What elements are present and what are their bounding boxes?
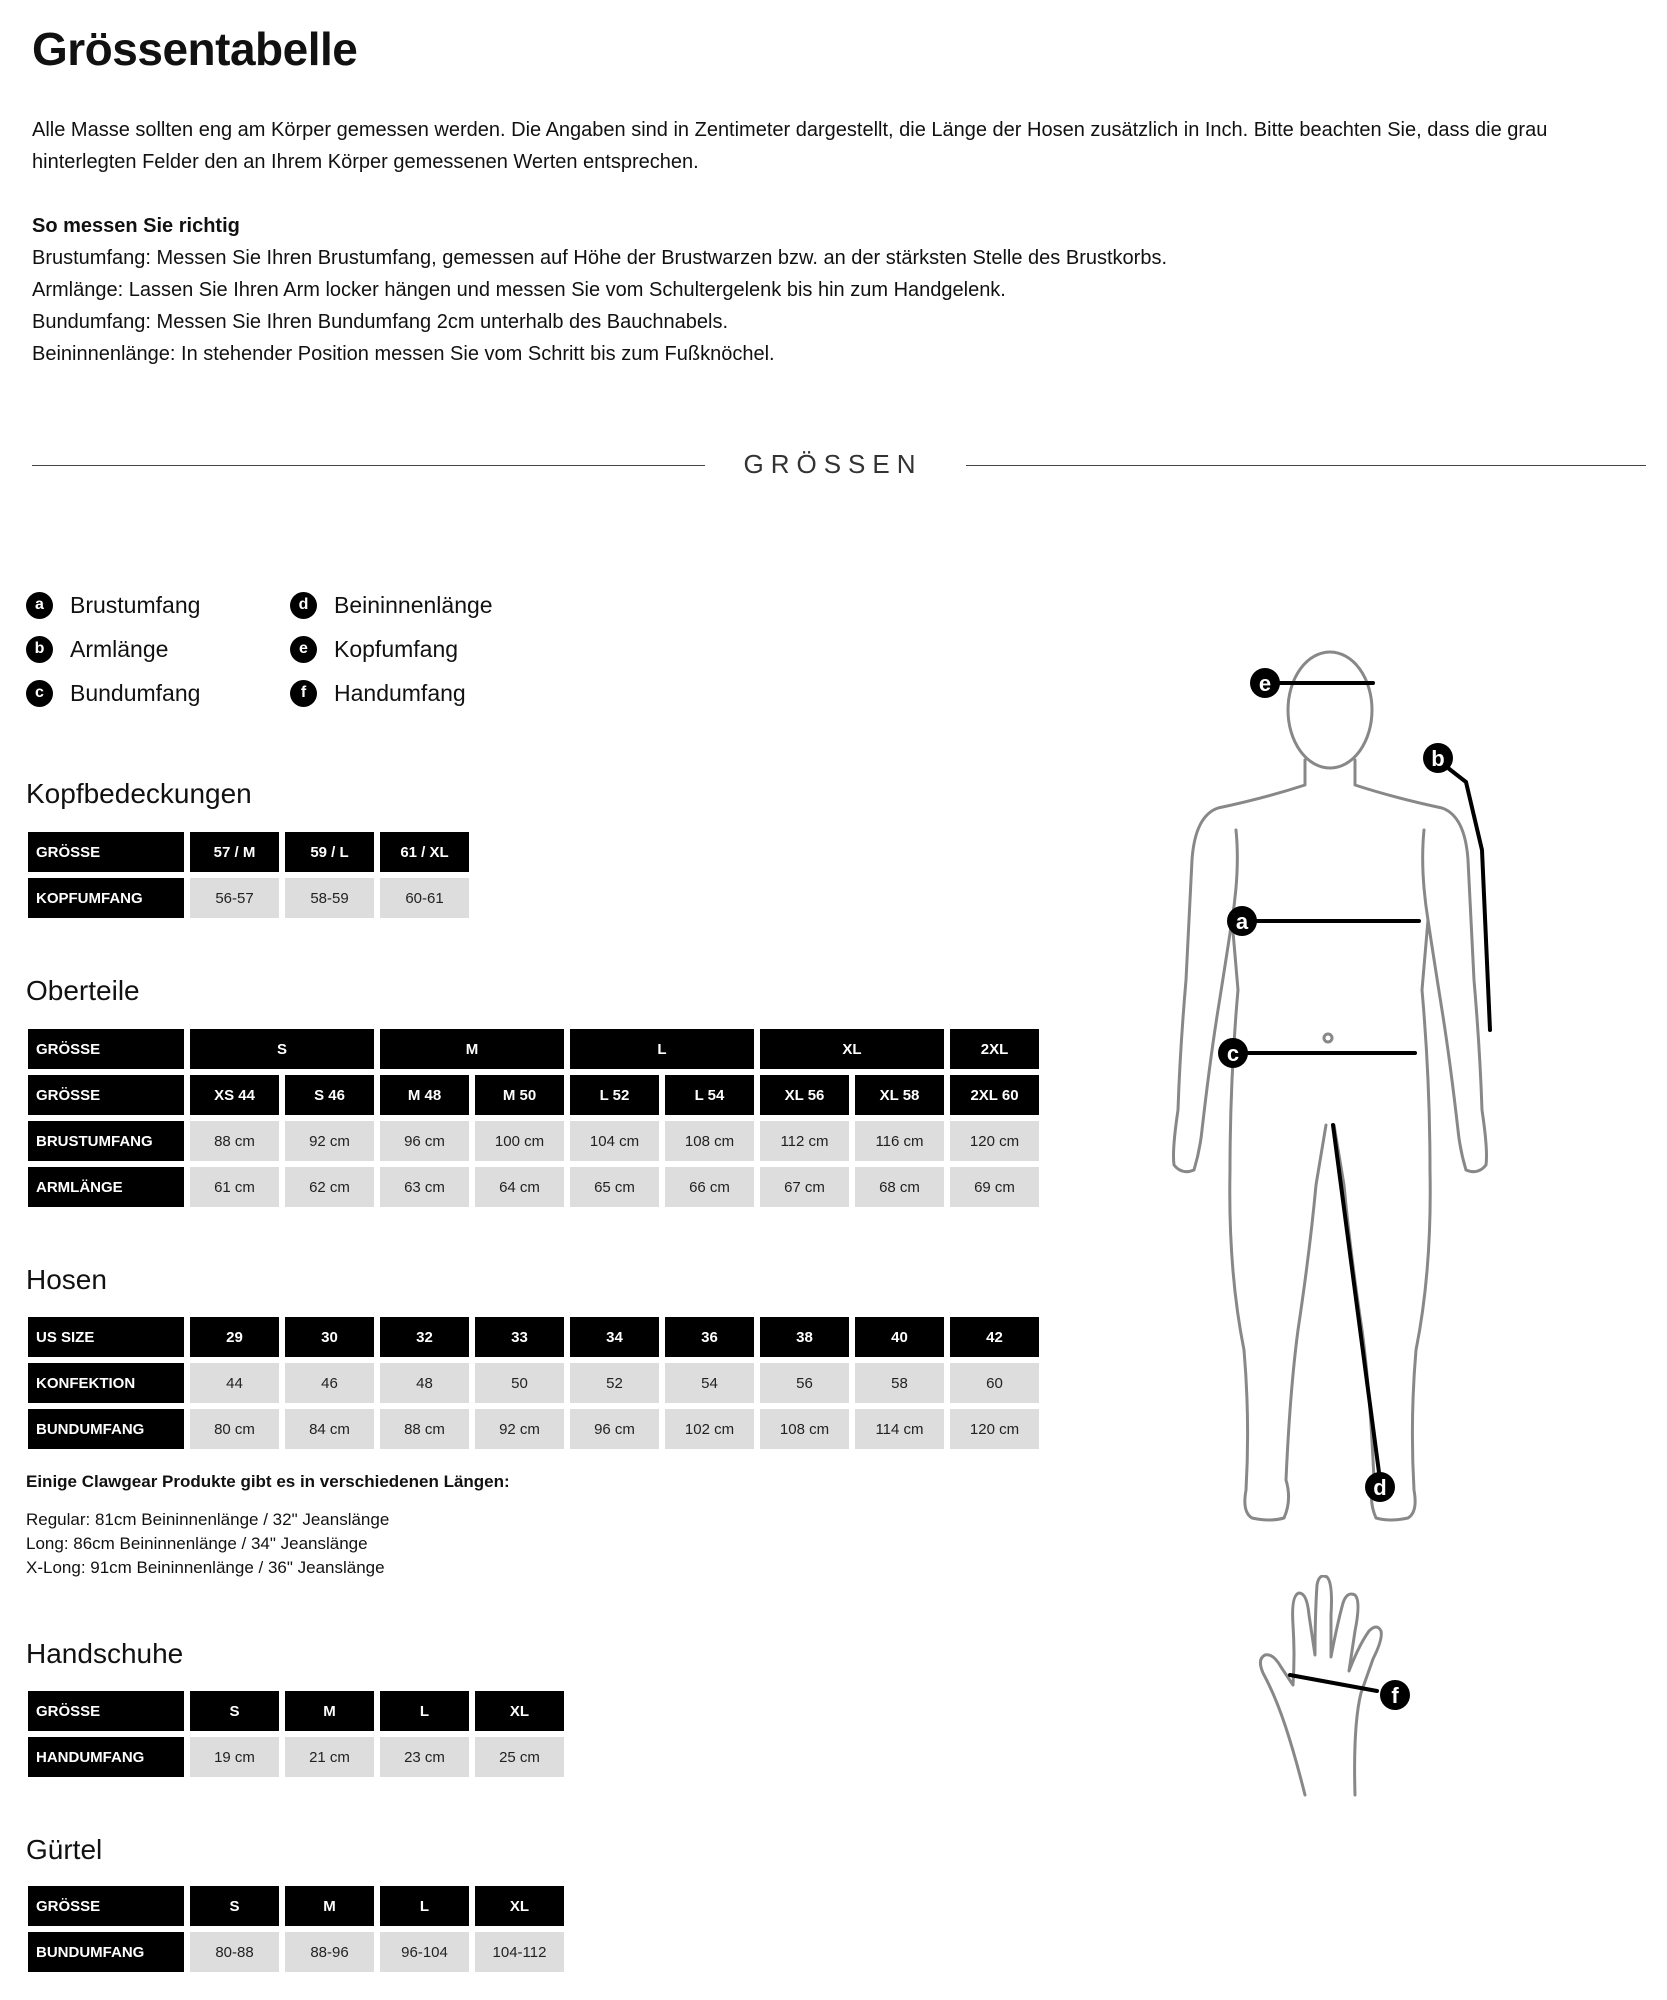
legend-marker-c: c [26, 680, 53, 707]
measurement-cell: 80 cm [190, 1409, 279, 1449]
size-header-cell: L [380, 1886, 469, 1926]
legend-item-inseam [290, 588, 493, 622]
size-header-cell: XL 56 [760, 1075, 849, 1115]
figure-marker-c [1218, 1038, 1248, 1068]
legend-label: Bundumfang [70, 679, 201, 706]
size-group-cell: L [570, 1029, 754, 1069]
measurement-cell: 92 cm [285, 1121, 374, 1161]
size-header-cell: 61 / XL [380, 832, 469, 872]
size-header-cell: S [190, 1691, 279, 1731]
size-header-cell: XL 58 [855, 1075, 944, 1115]
legend-label: Beininnenlänge [334, 591, 493, 618]
divider-line-left [32, 465, 705, 466]
size-header-cell: 40 [855, 1317, 944, 1357]
measurement-cell: 61 cm [190, 1167, 279, 1207]
size-header-cell: L [380, 1691, 469, 1731]
size-header-cell: 38 [760, 1317, 849, 1357]
measurement-cell: 64 cm [475, 1167, 564, 1207]
svg-text:b: b [1431, 746, 1445, 771]
section-title-belts: Gürtel [26, 1834, 103, 1865]
size-header-cell: L 52 [570, 1075, 659, 1115]
legend-marker-e: e [290, 636, 317, 663]
measurement-cell: 58-59 [285, 878, 374, 918]
legend-marker-a: a [26, 592, 53, 619]
body-measurement-figure [1160, 630, 1500, 1550]
measurement-cell: 92 cm [475, 1409, 564, 1449]
section-title-gloves: Handschuhe [26, 1638, 184, 1669]
gloves-size-table [22, 1685, 570, 1783]
section-title-tops: Oberteile [26, 975, 140, 1006]
size-header-cell: 32 [380, 1317, 469, 1357]
section-title-headwear: Kopfbedeckungen [26, 778, 252, 809]
measurement-cell: 46 [285, 1363, 374, 1403]
legend-item-chest [26, 588, 200, 622]
measurement-cell: 54 [665, 1363, 754, 1403]
section-title-pants: Hosen [26, 1264, 107, 1295]
measurement-cell: 44 [190, 1363, 279, 1403]
instruction-chest: Brustumfang: Messen Sie Ihren Brustumfang, gemessen auf Höhe der Brustwarzen bzw. an der stärksten Stelle des Brustkorbs. [32, 247, 1167, 269]
measurement-legend [26, 588, 586, 728]
figure-marker-e [1250, 668, 1280, 698]
body-outline [1174, 652, 1487, 1520]
size-header-cell: 57 / M [190, 832, 279, 872]
pants-note-xlong: X-Long: 91cm Beininnenlänge / 36" Jeanslänge [26, 1558, 385, 1577]
intro-text [32, 114, 1632, 178]
table-row [28, 1121, 1039, 1161]
row-header: US SIZE [28, 1317, 184, 1357]
row-header: BRUSTUMFANG [28, 1121, 184, 1161]
figure-marker-f [1380, 1680, 1410, 1710]
legend-label: Armlänge [70, 635, 169, 662]
size-group-cell: 2XL [950, 1029, 1039, 1069]
row-header: GRÖSSE [28, 1075, 184, 1115]
measurement-cell: 96 cm [570, 1409, 659, 1449]
svg-text:a: a [1235, 909, 1249, 934]
measurement-cell: 67 cm [760, 1167, 849, 1207]
legend-label: Kopfumfang [334, 635, 459, 662]
table-row [28, 1691, 564, 1731]
measurement-cell: 68 cm [855, 1167, 944, 1207]
headwear-size-table [22, 826, 475, 924]
size-header-cell: M [285, 1886, 374, 1926]
instruction-arm: Armlänge: Lassen Sie Ihren Arm locker hängen und messen Sie vom Schultergelenk bis hin zum Handgelenk. [32, 279, 1006, 301]
measurement-cell: 60-61 [380, 878, 469, 918]
legend-marker-d: d [290, 592, 317, 619]
measurement-cell: 112 cm [760, 1121, 849, 1161]
measurement-cell: 116 cm [855, 1121, 944, 1161]
size-header-cell: 33 [475, 1317, 564, 1357]
table-row [28, 1363, 1039, 1403]
belts-size-table [22, 1880, 570, 1978]
table-row [28, 878, 469, 918]
row-header: BUNDUMFANG [28, 1409, 184, 1449]
size-header-cell: 42 [950, 1317, 1039, 1357]
figure-marker-b [1423, 743, 1453, 773]
measurement-cell: 19 cm [190, 1737, 279, 1777]
figure-marker-a [1227, 906, 1257, 936]
row-header: GRÖSSE [28, 1691, 184, 1731]
page-title: Grössentabelle [32, 23, 358, 75]
measurement-cell: 88-96 [285, 1932, 374, 1972]
size-group-cell: XL [760, 1029, 944, 1069]
measurement-cell: 80-88 [190, 1932, 279, 1972]
table-row [28, 832, 469, 872]
size-header-cell: S 46 [285, 1075, 374, 1115]
pants-size-table [22, 1311, 1045, 1455]
table-row [28, 1886, 564, 1926]
measurement-cell: 96-104 [380, 1932, 469, 1972]
size-group-cell: S [190, 1029, 374, 1069]
sizes-divider-label: GRÖSSEN [743, 449, 923, 479]
measurement-cell: 84 cm [285, 1409, 374, 1449]
measuring-instructions-title: So messen Sie richtig [32, 215, 240, 237]
measurement-cell: 102 cm [665, 1409, 754, 1449]
tops-size-table [22, 1023, 1045, 1213]
divider-line-right [966, 465, 1646, 466]
measurement-cell: 60 [950, 1363, 1039, 1403]
size-header-cell: M [285, 1691, 374, 1731]
size-header-cell: S [190, 1886, 279, 1926]
legend-marker-f: f [290, 680, 317, 707]
legend-item-head [290, 632, 458, 666]
pants-length-notes [26, 1470, 510, 1580]
measurement-cell: 88 cm [190, 1121, 279, 1161]
svg-text:f: f [1391, 1683, 1399, 1708]
size-header-cell: M 50 [475, 1075, 564, 1115]
measurement-cell: 104 cm [570, 1121, 659, 1161]
measurement-cell: 88 cm [380, 1409, 469, 1449]
measurement-cell: 100 cm [475, 1121, 564, 1161]
measurement-cell: 58 [855, 1363, 944, 1403]
figure-marker-d [1365, 1472, 1395, 1502]
legend-item-waist [26, 676, 200, 710]
row-header: HANDUMFANG [28, 1737, 184, 1777]
row-header: KOPFUMFANG [28, 878, 184, 918]
size-header-cell: L 54 [665, 1075, 754, 1115]
table-row [28, 1737, 564, 1777]
measurement-cell: 62 cm [285, 1167, 374, 1207]
legend-label: Brustumfang [70, 591, 201, 618]
row-header: GRÖSSE [28, 832, 184, 872]
size-header-cell: XL [475, 1886, 564, 1926]
size-group-cell: M [380, 1029, 564, 1069]
measurement-cell: 66 cm [665, 1167, 754, 1207]
table-row [28, 1932, 564, 1972]
measurement-cell: 114 cm [855, 1409, 944, 1449]
measurement-cell: 69 cm [950, 1167, 1039, 1207]
measurement-cell: 56-57 [190, 878, 279, 918]
hand-measurement-figure [1255, 1575, 1445, 1805]
table-row [28, 1029, 1039, 1069]
measurement-cell: 120 cm [950, 1409, 1039, 1449]
measurement-cell: 96 cm [380, 1121, 469, 1161]
measurement-cell: 23 cm [380, 1737, 469, 1777]
measurement-cell: 65 cm [570, 1167, 659, 1207]
measurement-cell: 56 [760, 1363, 849, 1403]
svg-text:c: c [1226, 1041, 1240, 1066]
size-header-cell: XS 44 [190, 1075, 279, 1115]
intro-paragraph: Alle Masse sollten eng am Körper gemessen werden. Die Angaben sind in Zentimeter dargestellt, die Länge der Hosen zusätzlich in Inch. Bitte beachten Sie, dass die grau hinterlegten Felder den an Ihrem Körper gemessenen Werten entsprechen. [32, 119, 1548, 173]
instruction-inseam: Beininnenlänge: In stehender Position messen Sie vom Schritt bis zum Fußknöchel. [32, 343, 775, 365]
measurement-cell: 21 cm [285, 1737, 374, 1777]
svg-text:d: d [1373, 1475, 1387, 1500]
legend-item-hand [290, 676, 466, 710]
row-header: GRÖSSE [28, 1029, 184, 1069]
pants-note-regular: Regular: 81cm Beininnenlänge / 32" Jeanslänge [26, 1510, 390, 1529]
svg-text:e: e [1258, 671, 1272, 696]
measurement-cell: 63 cm [380, 1167, 469, 1207]
measurement-cell: 104-112 [475, 1932, 564, 1972]
size-header-cell: 29 [190, 1317, 279, 1357]
row-header: ARMLÄNGE [28, 1167, 184, 1207]
size-header-cell: 36 [665, 1317, 754, 1357]
measurement-cell: 25 cm [475, 1737, 564, 1777]
table-row [28, 1167, 1039, 1207]
measurement-cell: 48 [380, 1363, 469, 1403]
size-header-cell: 30 [285, 1317, 374, 1357]
row-header: KONFEKTION [28, 1363, 184, 1403]
measurement-cell: 108 cm [665, 1121, 754, 1161]
hand-outline [1260, 1576, 1381, 1795]
pants-notes-title: Einige Clawgear Produkte gibt es in verschiedenen Längen: [26, 1472, 510, 1491]
instruction-waist: Bundumfang: Messen Sie Ihren Bundumfang 2cm unterhalb des Bauchnabels. [32, 311, 728, 333]
measurement-cell: 108 cm [760, 1409, 849, 1449]
table-row [28, 1317, 1039, 1357]
measurement-cell: 52 [570, 1363, 659, 1403]
size-header-cell: XL [475, 1691, 564, 1731]
row-header: GRÖSSE [28, 1886, 184, 1926]
measurement-cell: 50 [475, 1363, 564, 1403]
legend-item-arm [26, 632, 168, 666]
table-row [28, 1075, 1039, 1115]
pants-note-long: Long: 86cm Beininnenlänge / 34" Jeanslänge [26, 1534, 368, 1553]
row-header: BUNDUMFANG [28, 1932, 184, 1972]
measuring-instructions [32, 210, 1167, 370]
size-header-cell: 59 / L [285, 832, 374, 872]
size-header-cell: M 48 [380, 1075, 469, 1115]
measurement-cell: 120 cm [950, 1121, 1039, 1161]
legend-marker-b: b [26, 636, 53, 663]
size-header-cell: 34 [570, 1317, 659, 1357]
legend-label: Handumfang [334, 679, 466, 706]
size-header-cell: 2XL 60 [950, 1075, 1039, 1115]
table-row [28, 1409, 1039, 1449]
